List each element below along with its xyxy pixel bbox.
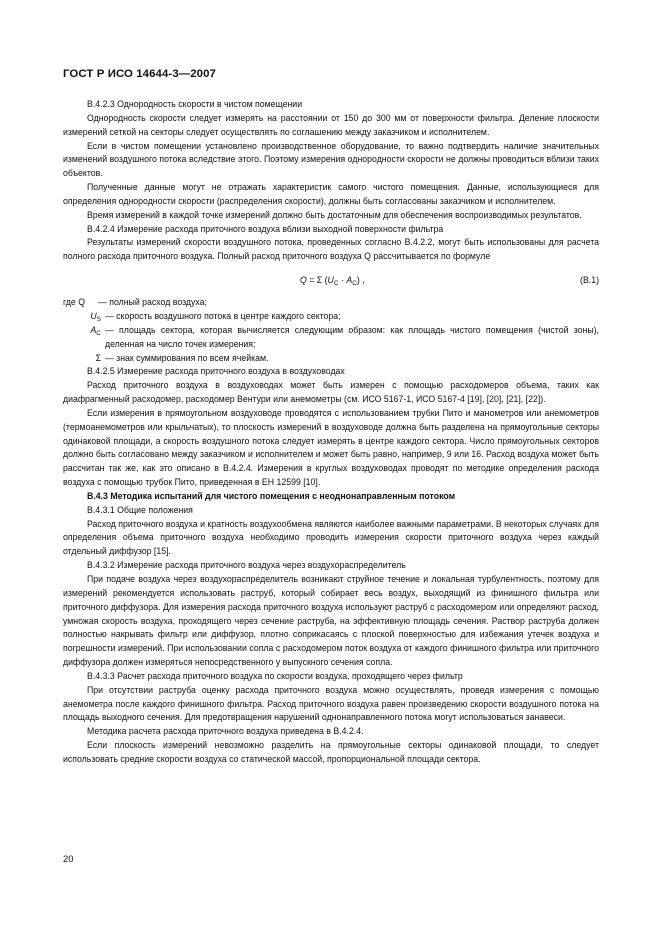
paragraph: При подаче воздуха через воздухораспределитель возникают струйное течение и локальная турбулентность, поэтому для измерений рекомендуется использовать раструб, который собирает весь воздух, выходящий из финишного фильтра или приточного диффузора. Для измерения расхода приточного воздуха используют раструб с расходомером или определяют расход, умножая скорость воздуха, проходящего через сечение раструба, на эффективную площадь сечения. Раствор раструба должен полностью накрывать фильтр или диффузор, плотно соприкасаясь с плоской поверхностью для избежания утечек воздуха и погрешности измерений. При использовании сопла с расходомером поток воздуха от каждого финишного фильтра или приточного диффузора должен измеряться непосредственного у выпускного сечения сопла.	[63, 574, 599, 668]
paragraph: Если измерения в прямоугольном воздуховоде проводятся с использованием трубки Пито и манометров или анемометров (термоанемометров или крыльчатых), то плоскость измерений в воздуховоде должна быть разделена на прямоугольные секторы одинаковой площади, а скорость воздушного потока следует измерять в центре каждого сектора. Число прямоугольных секторов должно быть согласовано между заказчиком и исполнителем и может быть равно, например, 9 или 16. Расход воздуха может быть рассчитан так же, как это описано в В.4.2.4. Измерения в круглых воздуховодах проводят по методике определения расхода воздуха с помощью трубок Пито, приведенная в ЕН 12599 [10].	[63, 407, 599, 488]
formula-number: (В.1)	[580, 275, 599, 286]
page-number: 20	[63, 854, 74, 865]
paragraph: Если в чистом помещении установлено производственное оборудование, то важно подтвердить наличие значительных изменений воздушного потока вследствие этого. Поэтому измерения однородности скорости не должны проводиться вблизи таких объектов.	[63, 140, 599, 179]
paragraph: Результаты измерений скорости воздушного потока, проведенных согласно В.4.2.2, могут быть использованы для расчета полного расхода приточного воздуха. Полный расход приточного воздуха Q рассчитывается по формуле	[63, 237, 599, 262]
paragraph: Однородность скорости следует измерять на расстоянии от 150 до 300 мм от поверхности фильтра. Деление плоскости измерений сеткой на секторы следует осуществлять по соглашению между заказчиком и исполнителем.	[63, 112, 599, 137]
paragraph: Расход приточного воздуха в воздуховодах может быть измерен с помощью расходомеров объема, таких как диафрагменный расходомер, расходомер Вентури или анемометры (см. ИСО 5167-1, ИСО 5167-4 [19], [20], [21], [22]).	[63, 380, 599, 405]
paragraph: Методика расчета расхода приточного воздуха приведена в В.4.2.4.	[87, 726, 364, 737]
definition-q: где Q — полный расход воздуха;	[63, 297, 207, 308]
formula-expression: Q = Σ $(U_C \cdot A_C)$ ,	[300, 275, 365, 288]
section-heading-b43: В.4.3 Методика испытаний для чистого помещения с неоднонаправленным потоком	[87, 490, 456, 501]
paragraph: При отсутствии раструба оценку расхода приточного воздуха можно осуществлять, проведя измерения с помощью анемометра после каждого финишного фильтра. Расход приточного воздуха равен произведению скорости воздушного потока на площадь выходного сечения. Для предотвращения нарушений однонаправленного потока могут использоваться занавеси.	[63, 684, 599, 723]
section-heading-b432: В.4.3.2 Измерение расхода приточного воздуха через воздухораспределитель	[87, 560, 406, 571]
definition-us: $U_S$ — скорость воздушного потока в центре каждого сектора;	[90, 310, 341, 323]
paragraph: Если плоскость измерений невозможно разделить на прямоугольные секторы одинаковой площади, то следует использовать средние скорости воздуха со статической массой, пропорциональной площади сектора.	[63, 740, 599, 764]
document-header: ГОСТ Р ИСО 14644-3—2007	[63, 68, 216, 80]
section-heading-b431: В.4.3.1 Общие положения	[87, 504, 193, 515]
paragraph: Время измерений в каждой точке измерений должно быть достаточным для обеспечения воспроизводимых результатов.	[87, 209, 582, 220]
definition-sigma: Σ — знак суммирования по всем ячейкам.	[95, 352, 269, 363]
paragraph: Расход приточного воздуха и кратность воздухообмена являются наиболее важными параметрами. В некоторых случаях для определения объема приточного воздуха необходимо проводить измерения скорости приточного воздуха через каждый отдельный диффузор [15].	[63, 518, 599, 557]
section-heading-b425: В.4.2.5 Измерение расхода приточного воздуха в воздуховодах	[87, 366, 345, 377]
section-heading-b433: В.4.3.3 Расчет расхода приточного воздуха по скорости воздуха, проходящего через фильтр	[87, 670, 463, 681]
definitions-list	[63, 296, 599, 365]
document-body	[63, 98, 599, 767]
formula-b1	[63, 267, 599, 295]
definition-ac: $A_C$ — площадь сектора, которая вычисляется следующим образом: как площадь чистого помещения (чистой зоны), деленная на число точек измерения;	[90, 324, 599, 349]
paragraph: Полученные данные могут не отражать характеристик самого чистого помещения. Данные, использующиеся для определения однородности скорости (распределения скорости), должны быть согласованы заказчиком и исполнителем.	[63, 182, 599, 206]
section-heading-b423: В.4.2.3 Однородность скорости в чистом помещении	[87, 99, 303, 109]
section-heading-b424: В.4.2.4 Измерение расхода приточного воздуха вблизи выходной поверхности фильтра	[87, 223, 444, 234]
